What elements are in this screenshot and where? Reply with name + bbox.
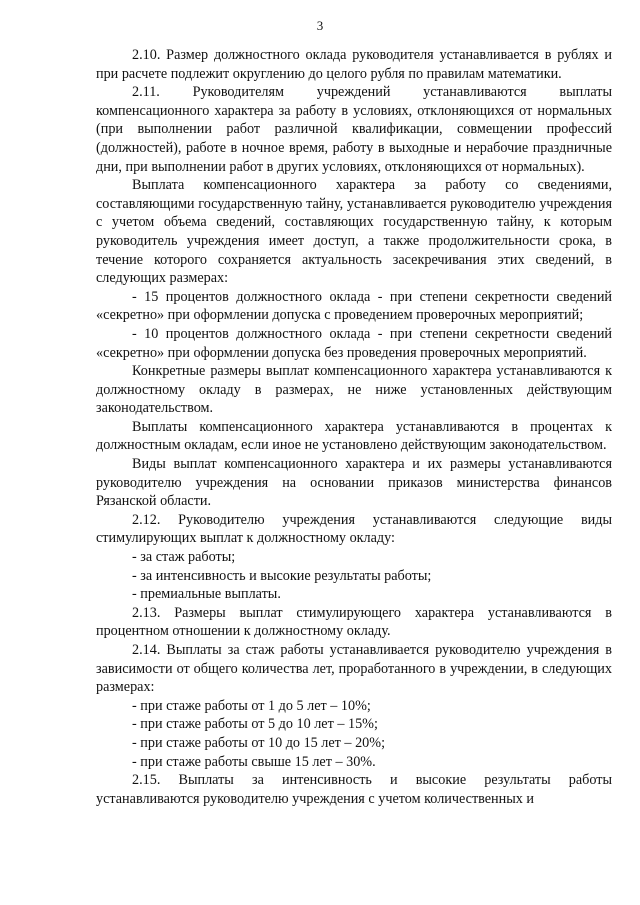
list-item-seniority-over-15: - при стаже работы свыше 15 лет – 30%.: [132, 753, 376, 770]
paragraph-2-14: 2.14. Выплаты за стаж работы устанавливается руководителю учреждения в зависимости от общего количества лет, проработанного в учреждении, в следующих размерах:: [96, 642, 612, 696]
document-body: [96, 46, 612, 808]
paragraph-2-10: 2.10. Размер должностного оклада руководителя устанавливается в рублях и при расчете подлежит округлению до целого рубля по правилам математики.: [96, 47, 612, 82]
list-item-15-percent: - 15 процентов должностного оклада - при степени секретности сведений «секретно» при оформлении допуска с проведением проверочных мероприятий;: [96, 288, 612, 324]
list-item-seniority-1-5: - при стаже работы от 1 до 5 лет – 10%;: [132, 697, 371, 714]
page-number: 3: [316, 18, 324, 33]
paragraph-2-12: 2.12. Руководителю учреждения устанавливаются следующие виды стимулирующих выплат к должностному окладу:: [96, 511, 612, 547]
paragraph-payment-types: Виды выплат компенсационного характера и их размеры устанавливаются руководителю учреждения на основании приказов министерства финансов Рязанской области.: [96, 456, 612, 510]
list-item-seniority: - за стаж работы;: [132, 549, 236, 566]
paragraph-2-11: 2.11. Руководителям учреждений устанавливаются выплаты компенсационного характера за работу в условиях, отклоняющихся от нормальных (при выполнении работ различной квалификации, совмещении профессий (должностей), работе в ночное время, работу в выходные и нерабочие праздничные дни, при выполнении работ в других условиях, отклоняющихся от нормальных).: [96, 84, 612, 175]
list-item-seniority-5-10: - при стаже работы от 5 до 10 лет – 15%;: [132, 716, 378, 733]
paragraph-specific-amounts: Конкретные размеры выплат компенсационного характера устанавливаются к должностному окладу в размерах, не ниже установленных действующим законодательством.: [96, 363, 612, 417]
paragraph-state-secret-payment: Выплата компенсационного характера за работу со сведениями, составляющими государственную тайну, устанавливается руководителю учреждения с учетом объема сведений, составляющих государственную тайну, к которым руководитель учреждения имеет доступ, а также продолжительности срока, в течение которого сохраняется актуальность засекречивания этих сведений, в следующих размерах:: [96, 177, 612, 287]
paragraph-percent-of-salary: Выплаты компенсационного характера устанавливаются в процентах к должностным окладам, если иное не установлено действующим законодательством.: [96, 418, 612, 454]
list-item-intensity: - за интенсивность и высокие результаты работы;: [132, 567, 432, 584]
list-item-bonuses: - премиальные выплаты.: [132, 586, 281, 603]
list-item-10-percent: - 10 процентов должностного оклада - при степени секретности сведений «секретно» при оформлении допуска без проведения проверочных мероприятий.: [96, 325, 612, 361]
paragraph-2-15: 2.15. Выплаты за интенсивность и высокие результаты работы устанавливаются руководителю учреждения с учетом количественных и: [96, 772, 612, 807]
paragraph-2-13: 2.13. Размеры выплат стимулирующего характера устанавливаются в процентном отношении к должностному окладу.: [96, 604, 612, 640]
list-item-seniority-10-15: - при стаже работы от 10 до 15 лет – 20%;: [132, 734, 386, 751]
